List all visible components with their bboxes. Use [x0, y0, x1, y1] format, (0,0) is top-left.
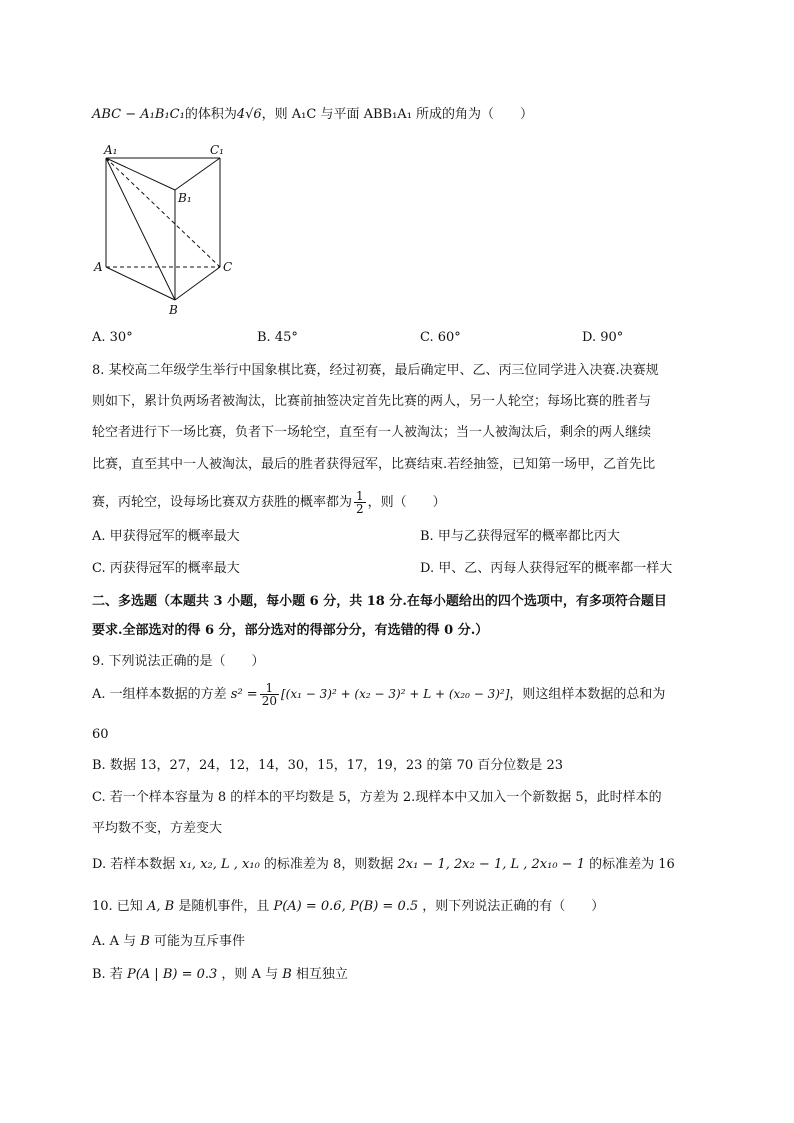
- edge-a1-b1: [106, 158, 175, 190]
- q8-line-5-text: 赛，丙轮空，设每场比赛双方获胜的概率都为: [92, 495, 353, 510]
- q9-a-expression: [(x₁ − 3)² + (x₂ − 3)² + L + (x₂₀ − 3)²]: [281, 687, 510, 701]
- q9-a-fraction: [260, 682, 279, 707]
- q9-option-c-line-1[interactable]: C. 若一个样本容量为 8 的样本的平均数是 5，方差为 2.现样本中又加入一个新数据 5，此时样本的: [92, 790, 662, 805]
- q7-stem: [92, 106, 533, 124]
- q8-line-5: [92, 490, 446, 515]
- q8-frac-num: 1: [356, 489, 364, 503]
- q9-d-math-2: 2x₁ − 1, 2x₂ − 1, L , 2x₁₀ − 1: [397, 857, 585, 872]
- q9-option-a-cont: 60: [92, 727, 109, 742]
- q9-option-b[interactable]: B. 数据 13，27，24，12，14，30，15，17，19，23 的第 70 百分位数是 23: [92, 758, 563, 773]
- diag-a1-b: [106, 158, 175, 300]
- q10-b-text: B. 若: [92, 967, 123, 982]
- label-b1: B₁: [178, 191, 192, 205]
- q8-option-b[interactable]: B. 甲与乙获得冠军的概率都比丙大: [420, 529, 620, 544]
- q7-prism-name: ABC − A₁B₁C₁: [92, 107, 185, 122]
- q7-volume: 4√6: [236, 107, 262, 122]
- edge-a-b: [106, 267, 175, 300]
- q8-line-4: 比赛，直至其中一人被淘汰，最后的胜者获得冠军，比赛结束.若经抽签，已知第一场甲，乙首先比: [92, 457, 656, 472]
- q8-line-3: 轮空者进行下一场比赛，负者下一场轮空，直至有一人被淘汰；当一人被淘汰后，剩余的两人继续: [92, 425, 652, 440]
- q9-a-text: A. 一组样本数据的方差: [92, 687, 227, 702]
- edge-b-c: [175, 267, 220, 300]
- q8-frac-den: 2: [356, 502, 364, 516]
- q9-option-c-line-2: 平均数不变，方差变大: [92, 821, 223, 836]
- label-c: C: [223, 260, 233, 274]
- q10-option-a[interactable]: [92, 933, 245, 951]
- q10-a-text: A. A 与: [92, 934, 137, 949]
- q8-option-d[interactable]: D. 甲、乙、丙每人获得冠军的概率都一样大: [420, 561, 673, 576]
- q8-line-2: 则如下，累计负两场者被淘汰，比赛前抽签决定首先比赛的两人，另一人轮空；每场比赛的胜者与: [92, 394, 652, 409]
- q9-a-frac-num: 1: [260, 682, 279, 695]
- q8-option-a[interactable]: A. 甲获得冠军的概率最大: [92, 529, 240, 544]
- q9-d-text: D. 若样本数据: [92, 857, 176, 872]
- q8-option-c[interactable]: C. 丙获得冠军的概率最大: [92, 561, 240, 576]
- q9-option-a[interactable]: [92, 682, 665, 707]
- q9-d-math-1: x₁, x₂, L , x₁₀: [179, 857, 260, 872]
- q7-prism-figure: [92, 140, 252, 320]
- q10-stem-text-3: ，则下列说法正确的有（ ）: [422, 899, 605, 914]
- q10-a-math: B: [140, 934, 150, 949]
- section-2-header-line-2: 要求.全部选对的得 6 分，部分选对的得部分分，有选错的得 0 分.）: [92, 623, 489, 638]
- q7-option-c[interactable]: C. 60°: [420, 330, 461, 345]
- q9-a-variance: s² =: [230, 687, 258, 702]
- q8-line-5-end: ，则（ ）: [367, 495, 446, 510]
- q10-b-math-2: B: [282, 967, 292, 982]
- q8-fraction: [354, 490, 366, 515]
- label-a: A: [94, 260, 103, 274]
- q9-option-d[interactable]: [92, 856, 675, 874]
- label-a1: A₁: [104, 143, 118, 157]
- q9-stem: 9. 下列说法正确的是（ ）: [92, 654, 265, 669]
- q10-b-math: P(A | B) = 0.3: [126, 967, 218, 982]
- label-c1: C₁: [210, 143, 224, 157]
- q7-stem-rest: ，则 A₁C 与平面 ABB₁A₁ 所成的角为（ ）: [261, 107, 534, 122]
- q7-option-a[interactable]: A. 30°: [92, 330, 133, 345]
- q10-option-b[interactable]: [92, 966, 348, 984]
- section-2-header-line-1: 二、多选题（本题共 3 小题，每小题 6 分，共 18 分.在每小题给出的四个选项中，有多项符合题目: [92, 594, 667, 609]
- q10-stem-text: 10. 已知: [92, 899, 143, 914]
- edge-b1-c1: [175, 158, 220, 190]
- diag-a1-c-hidden: [106, 158, 220, 267]
- q10-b-text-3: 相互独立: [295, 967, 348, 982]
- q9-d-text-3: 的标准差为 16: [589, 857, 675, 872]
- q10-b-text-2: ，则 A 与: [221, 967, 279, 982]
- q10-a-text-2: 可能为互斥事件: [154, 934, 246, 949]
- q7-option-d[interactable]: D. 90°: [582, 330, 624, 345]
- q10-stem-probs: P(A) = 0.6, P(B) = 0.5: [273, 899, 419, 914]
- q10-stem: [92, 898, 604, 916]
- label-b: B: [169, 303, 178, 317]
- q10-stem-events: A, B: [146, 899, 175, 914]
- q7-option-b[interactable]: B. 45°: [257, 330, 298, 345]
- q9-a-frac-den: 20: [261, 694, 277, 708]
- q9-a-text-2: ，则这组样本数据的总和为: [509, 687, 666, 702]
- q8-line-1: 8. 某校高二年级学生举行中国象棋比赛，经过初赛，最后确定甲、乙、丙三位同学进入决赛.决赛规: [92, 363, 659, 378]
- q9-d-text-2: 的标准差为 8，则数据: [263, 857, 394, 872]
- q7-stem-mid: 的体积为: [184, 107, 237, 122]
- q10-stem-text-2: 是随机事件，且: [178, 899, 270, 914]
